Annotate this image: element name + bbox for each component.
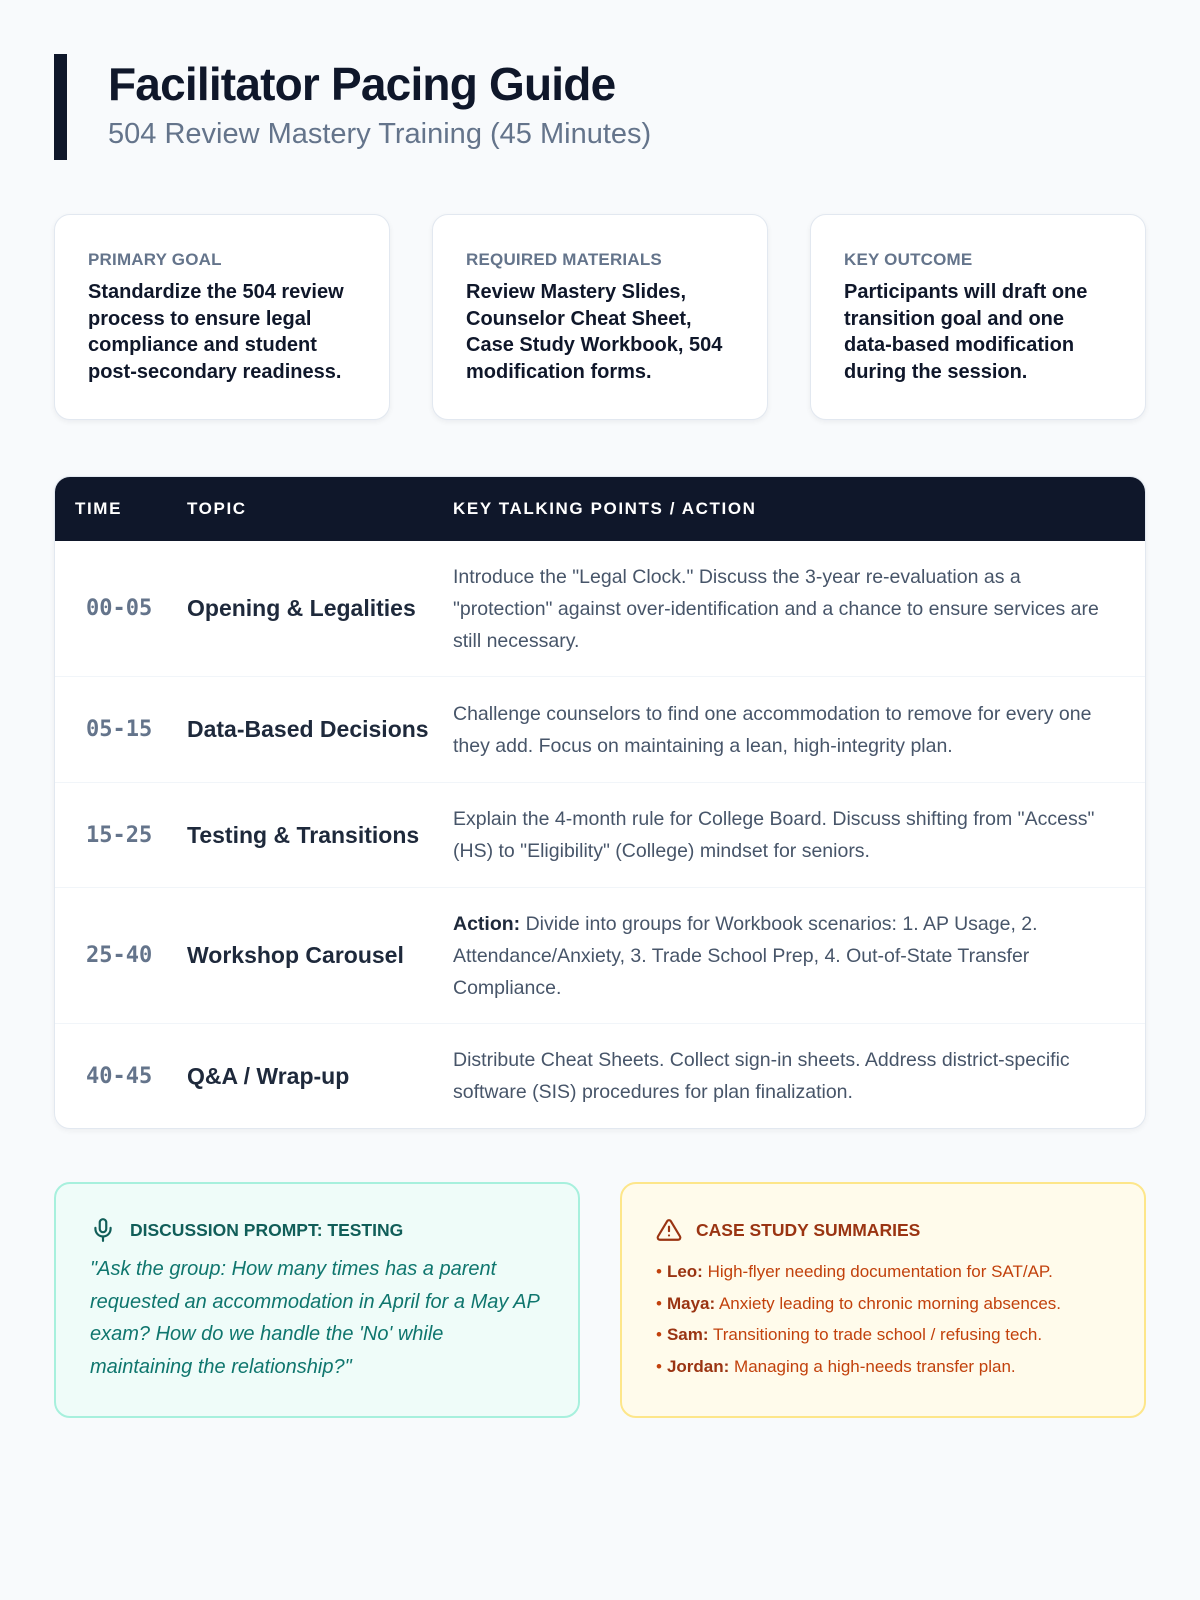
discussion-prompt-text: "Ask the group: How many times has a parent requested an accommodation in April for a May AP exam? How do we handle the 'No' while maintaining the relationship?" [90, 1258, 540, 1378]
card-key-outcome [810, 214, 1146, 420]
row-time: 25-40 [86, 943, 153, 968]
case-desc: Managing a high-needs transfer plan. [734, 1356, 1016, 1376]
row-points [453, 561, 1145, 657]
list-item [656, 1351, 1110, 1383]
case-name: Jordan: [666, 1356, 730, 1376]
page-subtitle: 504 Review Mastery Training (45 Minutes) [108, 118, 652, 150]
row-time: 05-15 [86, 717, 153, 742]
page-title: Facilitator Pacing Guide [108, 58, 616, 110]
row-points-text: Challenge counselors to find one accommodation to remove for every one they add. Focus on maintaining a lean, high-integrity plan. [453, 702, 1092, 757]
case-desc: Anxiety leading to chronic morning absences. [718, 1293, 1062, 1313]
table-row [55, 677, 1145, 783]
row-topic: Opening & Legalities [187, 595, 416, 621]
case-study-list [656, 1256, 1110, 1382]
pacing-table [54, 476, 1146, 1129]
case-study-header [656, 1217, 1110, 1243]
discussion-prompt-header [90, 1217, 544, 1243]
row-points-text: Introduce the "Legal Clock." Discuss the 3-year re-evaluation as a "protection" against over-identification and a chance to ensure services are still necessary. [453, 565, 1099, 652]
discussion-prompt-box [54, 1182, 580, 1418]
row-points-text: Explain the 4-month rule for College Board. Discuss shifting from "Access" (HS) to "Eligibility" (College) mindset for seniors. [453, 808, 1095, 862]
microphone-icon [90, 1217, 116, 1243]
info-cards [54, 214, 1146, 420]
card-label: KEY OUTCOME [844, 250, 973, 269]
list-item [656, 1319, 1110, 1351]
bullet: • [656, 1325, 662, 1344]
card-text: Review Mastery Slides, Counselor Cheat Sheet, Case Study Workbook, 504 modification forms. [466, 281, 723, 383]
case-name: Sam: [666, 1325, 709, 1344]
row-points-text: Divide into groups for Workbook scenarios: 1. AP Usage, 2. Attendance/Anxiety, 3. Trade School Prep, 4. Out-of-State Transfer Compliance. [453, 912, 1038, 999]
case-desc: High-flyer needing documentation for SAT/AP. [707, 1262, 1053, 1281]
table-header [55, 477, 1145, 541]
case-study-box [620, 1182, 1146, 1418]
discussion-prompt-title: DISCUSSION PROMPT: TESTING [130, 1220, 404, 1240]
column-header-points: KEY TALKING POINTS / ACTION [453, 499, 757, 518]
card-text: Participants will draft one transition goal and one data-based modification during the session. [844, 281, 1088, 383]
row-points-text: Distribute Cheat Sheets. Collect sign-in sheets. Address district-specific software (SIS) procedures for plan finalization. [453, 1049, 1070, 1103]
row-time: 15-25 [86, 822, 153, 848]
row-points [453, 908, 1145, 1004]
bullet: • [656, 1293, 662, 1313]
table-row [55, 1024, 1145, 1128]
row-topic: Q&A / Wrap-up [187, 1062, 350, 1089]
table-row [55, 888, 1145, 1024]
row-points [453, 1044, 1145, 1108]
row-time: 00-05 [86, 596, 153, 621]
card-primary-goal [54, 214, 390, 420]
bottom-callouts [54, 1182, 1146, 1418]
list-item [656, 1256, 1110, 1288]
row-points [453, 698, 1145, 762]
row-topic: Testing & Transitions [187, 821, 420, 848]
row-topic: Workshop Carousel [187, 942, 404, 968]
warning-icon [656, 1217, 682, 1243]
bullet: • [656, 1262, 662, 1281]
page-header [54, 54, 1146, 160]
card-label: REQUIRED MATERIALS [466, 250, 662, 269]
card-required-materials [432, 214, 768, 420]
column-header-topic: TOPIC [187, 499, 247, 518]
table-row [55, 541, 1145, 677]
header-accent-bar [54, 54, 67, 160]
case-name: Leo: [666, 1262, 703, 1281]
card-text: Standardize the 504 review process to ensure legal compliance and student post-secondary readiness. [88, 281, 344, 383]
list-item [656, 1288, 1110, 1320]
row-topic: Data-Based Decisions [187, 716, 429, 742]
case-desc: Transitioning to trade school / refusing tech. [712, 1325, 1043, 1344]
table-row [55, 783, 1145, 888]
column-header-time: TIME [75, 499, 123, 518]
card-label: PRIMARY GOAL [88, 250, 222, 269]
case-name: Maya: [666, 1293, 716, 1313]
bullet: • [656, 1356, 662, 1376]
row-points-prefix: Action: [453, 912, 521, 935]
row-time: 40-45 [86, 1063, 153, 1089]
case-study-title: CASE STUDY SUMMARIES [696, 1220, 921, 1240]
row-points [453, 803, 1145, 867]
